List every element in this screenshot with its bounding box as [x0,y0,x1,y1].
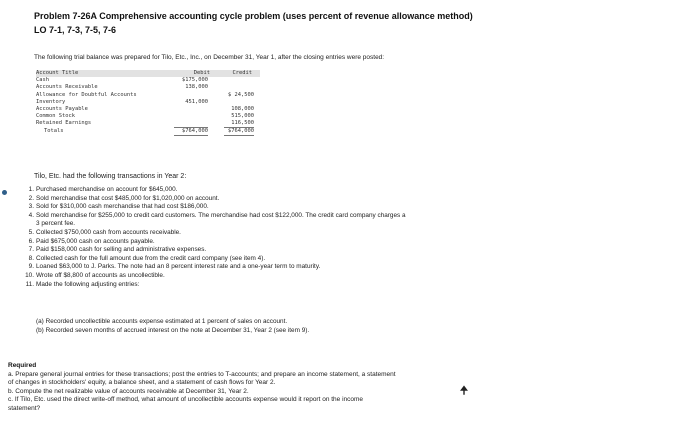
item-text: Collected cash for the full amount due from the credit card company (see item 4). [36,254,266,262]
row-debit: 138,000 [185,84,208,91]
item-number: 2. [28,194,34,202]
row-credit: 116,500 [231,120,254,127]
item-number: 4. [28,211,34,219]
item-continuation: 3 percent fee. [36,220,76,228]
item-number: 3. [28,203,34,211]
item-number: 1. [28,186,34,193]
totals-credit: $764,000 [228,127,254,134]
list-item [20,281,680,290]
table-row [36,106,260,113]
totals-label: Totals [44,127,64,134]
row-credit: 515,000 [231,113,254,120]
row-debit: 451,000 [185,98,208,105]
item-number: 11. [25,280,34,288]
row-debit: $175,000 [182,77,208,84]
list-item [20,246,680,255]
list-item [20,186,680,195]
table-row [36,92,260,99]
item-number: 8. [28,254,34,262]
item-text: Sold merchandise for $255,000 to credit card customers. The merchandise had cost $122,000. The credit card company charges a [36,211,406,219]
row-account: Retained Earnings [36,120,92,127]
item-text: Paid $158,000 cash for selling and administrative expenses. [36,246,207,254]
list-item: (a) Recorded uncollectible accounts expense estimated at 1 percent of sales on account. [36,318,288,325]
double-underline-credit [224,135,254,136]
item-text: Purchased merchandise on account for $645,000. [36,186,178,193]
list-item [20,195,680,204]
problem-title: Problem 7-26A Comprehensive accounting cycle problem (uses percent of revenue allowance method) [34,11,473,21]
item-text: Paid $675,000 cash on accounts payable. [36,237,155,245]
learning-objectives: LO 7-1, 7-3, 7-5, 7-6 [34,25,117,35]
trial-balance-header [36,70,260,77]
transactions-list [20,186,680,289]
item-text: Collected $750,000 cash from accounts receivable. [36,228,181,236]
item-text: Made the following adjusting entries: [36,280,140,288]
required-c: c. If Tilo, Etc. used the direct write-off method, what amount of uncollectible accounts expense would it report on the income [8,396,364,404]
table-row [36,113,260,120]
table-row [36,120,260,127]
problem-intro: The following trial balance was prepared for Tilo, Etc., Inc., on December 31, Year 1, after the closing entries were posted: [34,54,385,61]
double-underline-debit [174,135,208,136]
list-item [20,272,680,281]
item-number: 6. [28,237,34,245]
required-c-continuation: statement? [8,404,41,412]
required-section [8,362,568,414]
mouse-pointer-icon [459,385,469,395]
trial-balance-table [36,70,260,135]
row-account: Common Stock [36,113,75,120]
header-debit: Debit [193,70,210,76]
margin-dot [2,190,7,195]
required-heading: Required [8,362,37,369]
row-account: Accounts Receivable [36,84,98,91]
item-number: 9. [28,263,34,271]
row-account: Cash [36,77,49,84]
item-text: Loaned $63,000 to J. Parks. The note had an 8 percent interest rate and a one-year term to maturity. [36,263,321,271]
table-row [36,77,260,84]
row-account: Inventory [36,98,66,105]
item-number: 10. [25,271,34,279]
row-account: Accounts Payable [36,105,88,112]
required-a: a. Prepare general journal entries for these transactions; post the entries to T-accounts; and prepare an income statement, a statement [8,370,396,378]
item-text: Sold for $310,000 cash merchandise that had cost $186,000. [36,203,209,211]
item-text: Wrote off $8,800 of accounts as uncollectible. [36,271,165,279]
header-account-title: Account Title [36,70,79,76]
transactions-intro: Tilo, Etc. had the following transactions in Year 2: [34,173,187,180]
table-row [36,99,260,106]
list-item [20,212,680,221]
list-item [20,238,680,247]
row-credit: $ 24,500 [228,91,254,98]
item-text: Sold merchandise that cost $485,000 for $1,020,000 on account. [36,194,220,202]
list-item [20,255,680,264]
list-item [20,203,680,212]
adjusting-entries-list [36,317,636,335]
list-item: (b) Recorded seven months of accrued interest on the note at December 31, Year 2 (see item 9). [36,327,310,334]
list-item [20,229,680,238]
required-b: b. Compute the net realizable value of accounts receivable at December 31, Year 2. [8,387,249,395]
totals-debit: $764,000 [182,127,208,134]
list-item [20,263,680,272]
header-credit: Credit [232,70,252,76]
item-number: 5. [28,228,34,236]
required-a-continuation: of changes in stockholders' equity, a balance sheet, and a statement of cash flows for Year 2. [8,379,276,387]
row-credit: 108,000 [231,105,254,112]
row-account: Allowance for Doubtful Accounts [36,91,137,98]
table-row [36,84,260,91]
totals-row [36,128,260,135]
item-number: 7. [28,246,34,254]
